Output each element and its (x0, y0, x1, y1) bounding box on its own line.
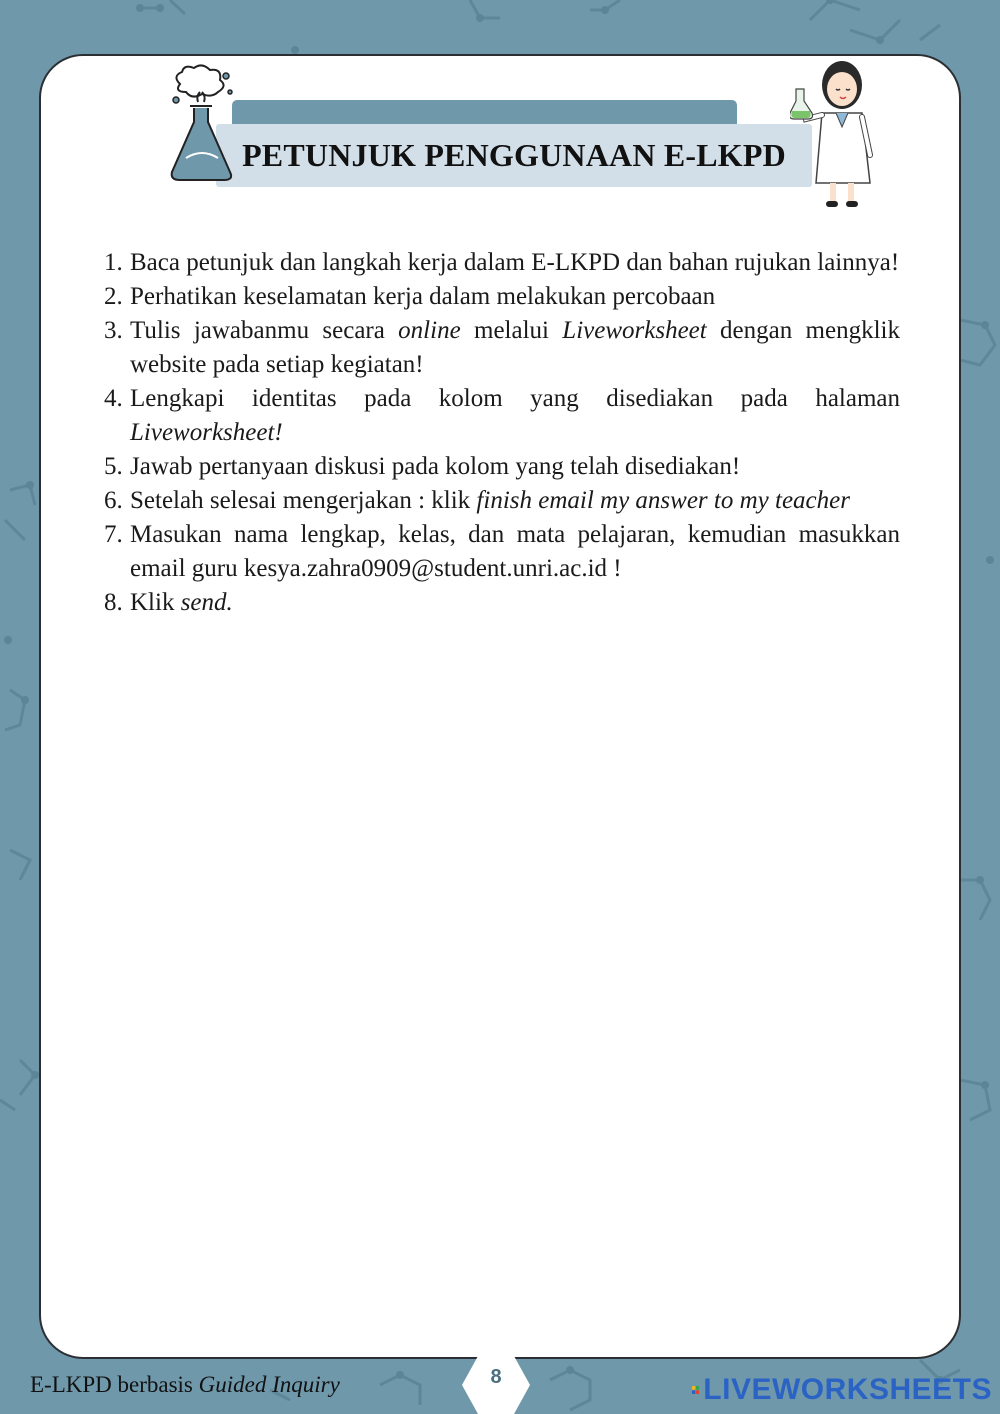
instruction-item-2 (104, 280, 900, 314)
instruction-text: Perhatikan keselamatan kerja dalam melakukan percobaan (130, 283, 716, 310)
instruction-item-8 (104, 586, 900, 620)
instruction-number: 8. (104, 589, 123, 616)
page-number: 8 (490, 1366, 502, 1388)
instruction-item-6 (104, 484, 900, 518)
instruction-text: Masukan nama lengkap, kelas, dan mata pelajaran, kemudian masukkan email guru kesya.zahra0909@student.unri.ac.id ! (130, 521, 900, 582)
instruction-number: 6. (104, 487, 123, 514)
instruction-text: Setelah selesai mengerjakan : klik (130, 487, 477, 514)
instruction-text: Tulis jawabanmu secara (130, 317, 399, 344)
instruction-text: dengan mengklik website pada setiap kegiatan! (130, 317, 900, 378)
liveworksheets-logo[interactable] (692, 1375, 992, 1405)
instruction-text: Jawab pertanyaan diskusi pada kolom yang telah disediakan! (130, 453, 741, 480)
instruction-italic-text: send. (180, 589, 233, 616)
footer-caption (30, 1372, 340, 1398)
instruction-item-7 (104, 518, 900, 586)
page-title: PETUNJUK PENGGUNAAN E-LKPD (242, 137, 786, 173)
instruction-italic-text: finish email my answer to my teacher (476, 487, 850, 514)
footer-italic: Guided Inquiry (198, 1372, 340, 1397)
instruction-item-5 (104, 450, 900, 484)
instruction-text: Lengkapi identitas pada kolom yang disediakan pada halaman (130, 385, 900, 412)
instruction-item-4 (104, 382, 900, 450)
instruction-item-1 (104, 246, 900, 280)
instructions-list (104, 246, 900, 620)
instruction-italic-text: online (398, 317, 461, 344)
scientist-icon (790, 55, 876, 213)
instruction-number: 4. (104, 385, 123, 412)
instruction-number: 7. (104, 521, 123, 548)
instruction-text: Klik (130, 589, 181, 616)
erlenmeyer-flask-icon (166, 62, 238, 186)
instruction-number: 2. (104, 283, 123, 310)
footer-prefix: E-LKPD berbasis (30, 1372, 199, 1397)
liveworksheets-logo-text: LIVEWORKSHEETS (703, 1373, 992, 1406)
instruction-text: melalui (460, 317, 563, 344)
instruction-item-3 (104, 314, 900, 382)
instruction-number: 3. (104, 317, 123, 344)
instruction-italic-text: Liveworksheet (562, 317, 707, 344)
instruction-number: 1. (104, 249, 123, 276)
instruction-number: 5. (104, 453, 123, 480)
liveworksheets-logo-icon (692, 1377, 699, 1403)
instruction-italic-text: Liveworksheet! (130, 419, 283, 446)
instruction-text: Baca petunjuk dan langkah kerja dalam E-LKPD dan bahan rujukan lainnya! (130, 249, 900, 276)
